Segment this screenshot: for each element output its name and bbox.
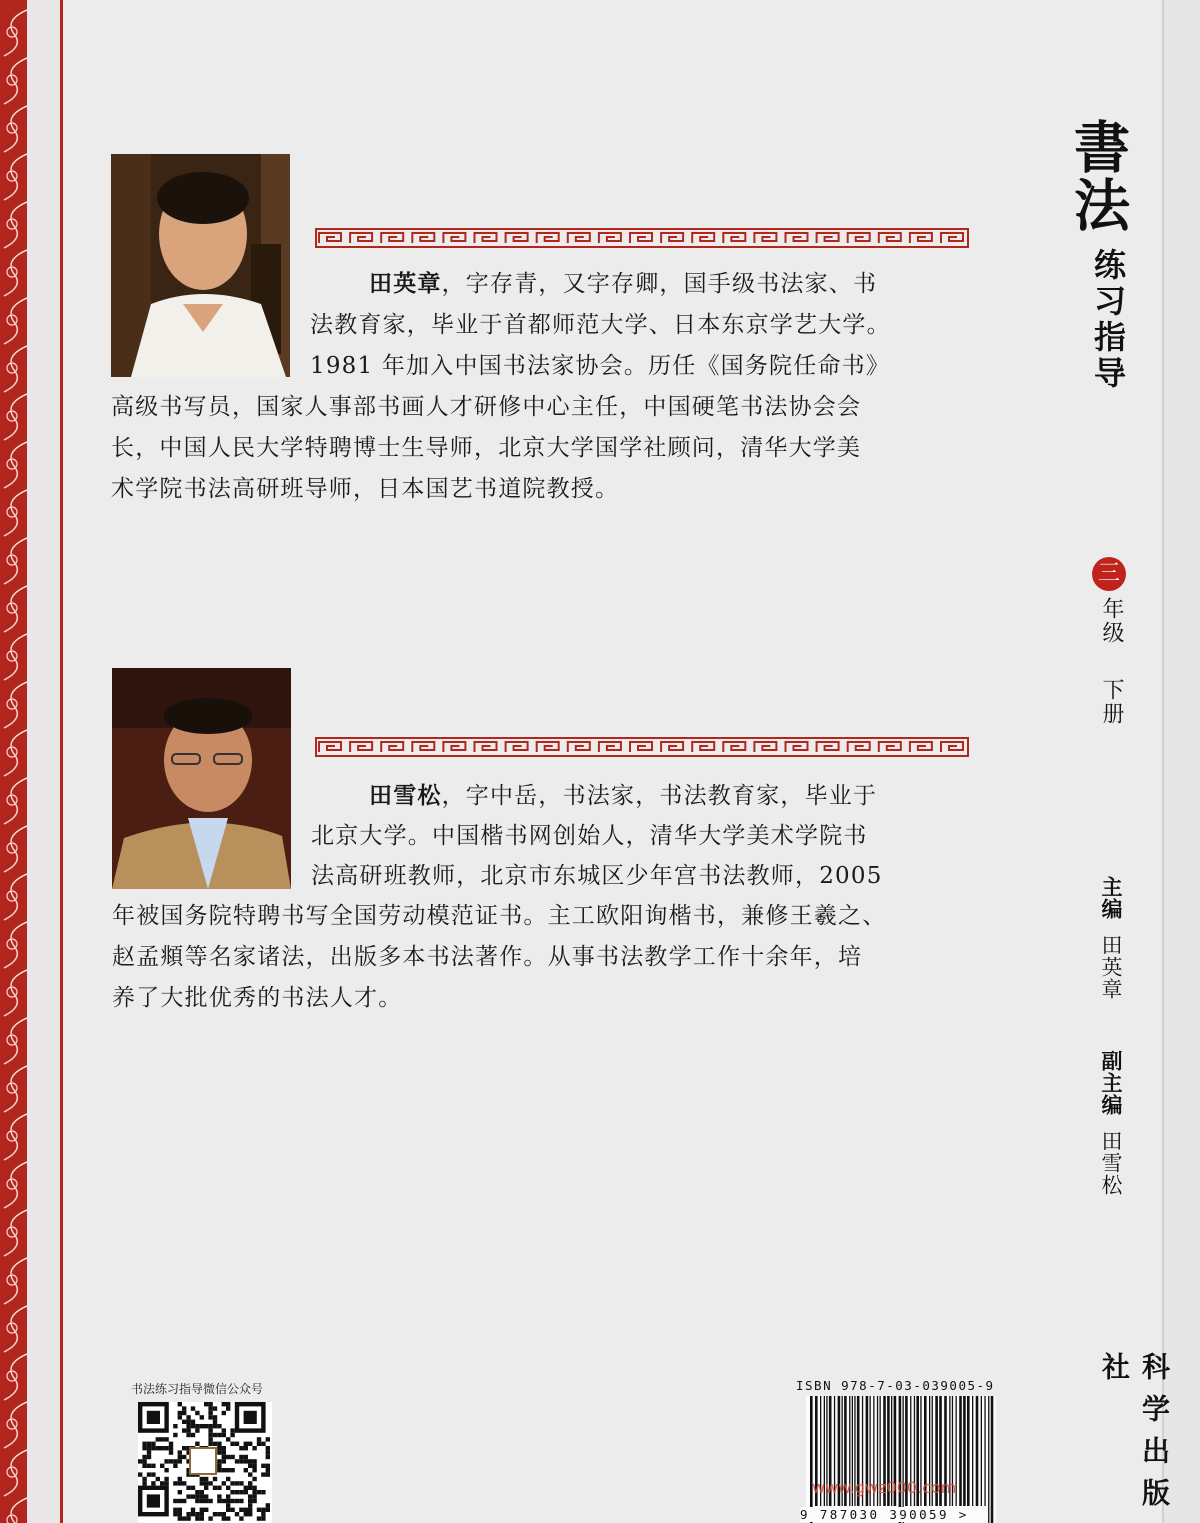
- publisher-name: 科学出版社: [1098, 1352, 1171, 1520]
- chief-editor-role: 主编: [1099, 876, 1123, 920]
- book-title-main: 書法: [1065, 118, 1131, 234]
- author-portrait-tian-xuesong: [112, 668, 291, 889]
- bio-line: 年被国务院特聘书写全国劳动模范证书。主工欧阳询楷书，兼修王羲之、: [112, 903, 887, 929]
- decorative-fret-border: [315, 737, 969, 757]
- decorative-fret-border: [315, 228, 969, 248]
- bio-line: 赵孟頫等名家诸法，出版多本书法著作。从事书法教学工作十余年，培: [112, 944, 863, 970]
- volume-label: 下册: [1099, 678, 1124, 726]
- bio-line: 北京大学。中国楷书网创始人，清华大学美术学院书: [311, 823, 868, 849]
- bio-line: 长，中国人民大学特聘博士生导师，北京大学国学社顾问，清华大学美: [111, 435, 862, 461]
- qr-code[interactable]: [138, 1402, 272, 1523]
- deputy-editor-role: 副主编: [1099, 1050, 1123, 1116]
- bio-line: 田雪松，字中岳，书法家，书法教育家，毕业于: [369, 783, 878, 809]
- bio-line: 养了大批优秀的书法人才。: [112, 985, 403, 1011]
- left-decorative-border: [0, 0, 27, 1523]
- bio-line: 田英章，字存青，又字存卿，国手级书法家、书: [369, 271, 878, 297]
- bio-line: 法教育家，毕业于首都师范大学、日本东京学艺大学。: [310, 312, 891, 338]
- barcode-digits: 9 787030 390059 >: [800, 1507, 969, 1522]
- chief-editor-name: 田英章: [1099, 934, 1123, 1000]
- book-spine: [1164, 0, 1200, 1523]
- watermark: www.gwz000.com: [812, 1478, 957, 1497]
- bio-line: 高级书写员，国家人事部书画人才研修中心主任，中国硬笔书法协会会: [111, 394, 862, 420]
- isbn-text: ISBN 978-7-03-039005-9: [796, 1378, 995, 1393]
- grade-label: 年级: [1099, 597, 1124, 645]
- bio-line: 1981 年加入中国书法家协会。历任《国务院任命书》: [310, 353, 891, 379]
- bio-line: 术学院书法高研班导师，日本国艺书道院教授。: [111, 476, 620, 502]
- author-portrait-tian-yingzhang: [111, 154, 290, 377]
- left-margin: [27, 0, 60, 1523]
- left-red-rule: [60, 0, 63, 1523]
- author-name: 田雪松: [369, 783, 442, 809]
- book-title-sub: 练习指导: [1089, 248, 1127, 392]
- qr-caption: 书法练习指导微信公众号: [131, 1382, 264, 1396]
- grade-badge: 三: [1092, 557, 1126, 591]
- isbn-barcode: [806, 1396, 996, 1523]
- author-name: 田英章: [369, 271, 442, 297]
- deputy-editor-name: 田雪松: [1099, 1130, 1123, 1196]
- bio-line: 法高研班教师，北京市东城区少年宫书法教师，2005: [311, 863, 883, 889]
